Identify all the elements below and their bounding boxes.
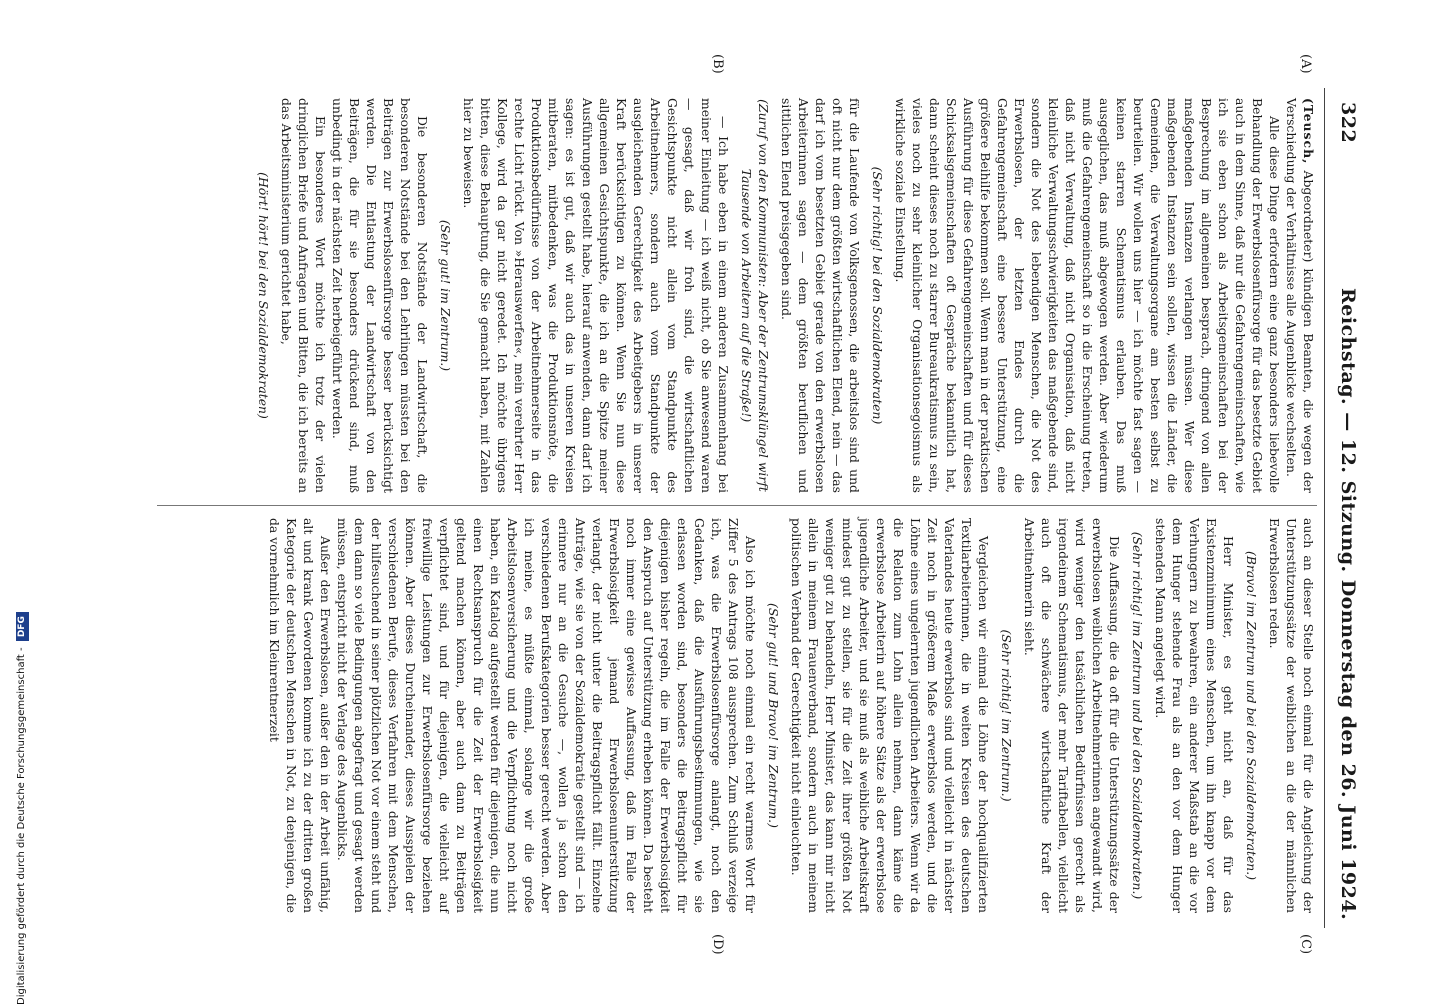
document-page <box>135 54 1365 955</box>
right-paragraph-6: Außer den Erwerbslosen, außer den in der Arbeit unfähig, alt und krank Gewordenen komme ich zu der dritten großen Kategorie der deutschen Menschen in Not, zu denjenigen, die da vornehmlich im Kleinrentnerzeit <box>267 518 333 913</box>
right-paragraph-5: Also ich möchte noch einmal ein recht warmes Wort für Ziffer 5 des Antrags 108 aussprechen. Zum Schluß verzeige ich, was die Erwerbslosenfürsorge anlangt, noch den Gedanken, daß die Ausführungsbestimmungen, wie sie erlassen worden sind, besonders die Beitragspflicht für diejenigen bisher regeln, die im Falle der Erwerbslosigkeit den Anspruch auf Unterstützung erheben können. Da besteht noch immer eine gewisse Auffassung, daß im Falle der Erwerbslosigkeit jemand Erwerbslosenunterstützung verlangt, der nicht unter die Beitragspflicht fällt. Einzelne Anträge, wie sie von der Sozialdemokratie gestellt sind — ich erinnere nur an die Gesuche —, wollen ja schon den verschiedenen Berufskategorien besser gerecht werden. Aber ich meine, es müßte einmal, solange wir die große Arbeitslosenversicherung und die Verpflichtung noch nicht haben, ein Katalog aufgestellt werden für diejenigen, die nun einen Rechtsanspruch für die Zeit der Erwerbslosigkeit geltend machen können, aber auch dann zu Beiträgen verpflichtet sind, und für diejenigen, die vielleicht auf freiwillige Leistungen zur Erwerbslosenfürsorge beziehen können. Aber dieses Durcheinander, dieses Ausspielen der verschiedenen Berufe, dieses Verfahren mit dem Menschen, der hilfesuchend in seiner plötzlichen Not vor einem steht und dem dann so viele Bedingungen abgefragt und gesagt werden müssen, entspricht nicht der Verlage des Augenblicks. <box>335 518 758 913</box>
digitization-credit-text: Digitalisierung gefördert durch die Deutsche Forschungsgemeinschaft - <box>16 647 27 1005</box>
left-interjection-1: (Sehr richtig! bei den Sozialdemokraten) <box>870 166 885 425</box>
running-head <box>1329 88 1365 928</box>
left-paragraph-3: — Ich habe eben in einem anderen Zusammenhang bei meiner Einleitung — ich weiß nicht, ob Sie anwesend waren — gesagt, daß wir froh sind, die wirtschaftlichen Gesichtspunkte nicht allein vom Standpunkte des Arbeitnehmers, sondern auch vom Standpunkte der ausgleichenden Gerechtigkeit des Arbeitgebers in unserer Kraft berücksichtigen zu können. Wenn Sie nun diese allgemeinen Gesichtspunkte, die ich an die Spitze meiner Ausführungen gestellt habe, hierauf anwenden, dann darf ich sagen: es ist gut, daß wir auch das in unseren Kreisen mitberaten, mitbedenken, was die Produktionsnöte, die Produktionsbedürfnisse von der Arbeitnehmerseite in das rechte Licht rückt. Von »Herauswerfen«, mein verehrter Herr Kollege, wird da gar nicht geredet. Ich möchte übrigens bitten, diese Behauptung, die Sie gemacht haben, mit Zahlen hier zu beweisen. <box>461 98 731 493</box>
page-number: 322 <box>1337 102 1359 144</box>
right-paragraph-3: Die Auffassung, die da oft für die Unterstützungssätze der erwerbslosen weiblichen Arbeitnehmerinnen angewandt wird, wird weniger den tatsächlichen Bedürfnissen gerecht als irgendeinem Schematismus, der mehr Tariftabellen, vielleicht auch oft die schwächere wirtschaftliche Kraft der Arbeitnehmerin sieht. <box>1022 518 1122 913</box>
right-interjection-3: (Sehr richtig! im Zentrum.) <box>999 629 1014 802</box>
right-interjection-2: (Sehr richtig! im Zentrum und bei den Sozialdemokraten.) <box>1130 531 1145 900</box>
left-interjection-4: (Hört! hört! bei den Sozialdemokraten) <box>256 172 271 419</box>
margin-letter-c: (C) <box>1298 934 1313 955</box>
right-column <box>266 518 1317 913</box>
digitization-credit <box>16 5 30 1005</box>
right-paragraph-4: Vergleichen wir einmal die Löhne der hochqualifizierten Textilarbeiterinnen, die in weiten Kreisen des deutschen Vaterlandes heute erwerbslos sind und vielleicht in nächster Zeit noch in größerem Maße erwerbslos werden, und die Löhne eines ungelernten jugendlichen Arbeiters. Wenn wir da die Relation zum Lohn allein nehmen, dann käme die erwerbslose Arbeiterin auf höhere Sätze als der erwerbslose jugendliche Arbeiter, und sie muß als weibliche Arbeitskraft mindest gut zu stellen, sie für die Zeit ihrer größten Not weniger gut zu behandeln, Herr Minister, das kann mir nicht allein in meinem Frauenverband, sondern auch in meinem politischen Verband der Gerechtigkeit nicht einleuchten. <box>789 518 991 913</box>
margin-letter-d: (D) <box>710 934 725 955</box>
margin-letter-a: (A) <box>1298 54 1313 74</box>
left-column <box>249 98 1317 493</box>
dfg-logo: DFG <box>16 612 29 641</box>
column-divider <box>157 505 1317 506</box>
right-interjection-1: (Bravo! im Zentrum und bei den Sozialdemokraten.) <box>1244 550 1259 881</box>
left-paragraph-5: Ein besonderes Wort möchte ich trotz der vielen dringlichen Briefe und Anfragen und Bitten, die ich bereits an das Arbeitsministerium gerichtet habe, <box>279 98 328 493</box>
left-paragraph-0-text: kündigen Beamten, die wegen der Verschiedung der Verhältnisse alle Augenblicke wechselten. <box>1284 98 1316 493</box>
left-paragraph-4: Die besonderen Notstände der Landwirtschaft, die besonderen Notstände bei den Lehrlingen müssten bei den Beiträgen zur Erwerbslosenfürsorge besser berücksichtigt werden. Die Entlastung der Landwirtschaft von den Beiträgen, die für sie besonders drückend sind, muß unbedingt in der nächsten Zeit herbeigeführt werden. <box>330 98 430 493</box>
right-paragraph-2: Herr Minister, es geht nicht an, daß für das Existenzminimum eines Menschen, um ihn knapp vor dem Verhungern zu bewahren, ein anderer Maßstab an die vor dem Hunger stehende Frau als an den vor dem Hunger stehenden Mann angelegt wird. <box>1153 518 1236 913</box>
header-rule <box>1324 88 1325 928</box>
left-interjection-2: (Zuruf von den Kommunisten: Aber der Zentrumsklüngel wirft Tausende von Arbeitern auf die Straße!) <box>739 99 771 492</box>
left-interjection-3: (Sehr gut! im Zentrum.) <box>438 219 453 372</box>
speaker-role: Abgeordneter) <box>1301 170 1316 263</box>
left-paragraph-1: Alle diese Dinge erfordern eine ganz besonders liebevolle Behandlung der Erwerbslosenfürsorge für das besetzte Gebiet auch in dem Sinne, daß nur die Gefahrengemeinschaften, wie ich sie eben schon als Arbeitsgemeinschaften bei der Besprechung im allgemeinen besprach, dringend von allen maßgebenden Instanzen verlangen müssen. Wer diese maßgebenden Instanzen sein sollen, wissen die Länder, die Gemeinden, die Verwaltungsorgane am besten selbst zu beurteilen. Wir wollen uns hier — ich möchte fast sagen — keinen starren Schematismus erlauben. Das muß ausgeglichen, das muß abgewogen werden. Aber wiederum muß die Gefahrengemeinschaft so in die Erscheinung treten, daß nicht Verwaltung, daß nicht Organisation, daß nicht kleinliche Verwaltungsschwierigkeiten das maßgebende sind, sondern die Not des lebendigen Menschen, die Not des Erwerbslosen, der letzten Endes durch die Gefahrengemeinschaft eine bessere Unterstützung, eine größere Beihilfe bekommen soll. Wenn man in der praktischen Ausführung für diese Gefahrengemeinschaften und für dieses Schicksalsgemeinschaften oft Gespräche bekanntlich hat, dann scheint dieses noch zu starrer Bureaukratismus zu sein, vieles noch zu sehr kleinlicher Organisationsegoismus als wirkliche soziale Einstellung. <box>893 98 1282 493</box>
left-paragraph-0 <box>1283 98 1317 493</box>
right-paragraph-1: auch an dieser Stelle noch einmal für die Angleichung der Unterstützungssätze der weiblichen an die der männlichen Erwerbslosen reden. <box>1267 518 1316 913</box>
running-title: Reichstag. — 12. Sitzung. Donnerstag den 26. Juni 1924. <box>1337 288 1359 921</box>
speaker-name: (Teusch, <box>1301 98 1316 165</box>
left-paragraph-2: für die Laufende von Volksgenossen, die arbeitslos sind und oft nicht nur dem größten wirtschaftlichen Elend, nein — das darf ich vom besetzten Gebiet gerade von den erwerbslosen Arbeiterinnen sagen — dem größten beruflichen und sittlichen Elend preisgegeben sind. <box>779 98 862 493</box>
margin-letter-b: (B) <box>710 54 725 74</box>
right-interjection-4: (Sehr gut! und Bravo! im Zentrum.) <box>766 603 781 828</box>
